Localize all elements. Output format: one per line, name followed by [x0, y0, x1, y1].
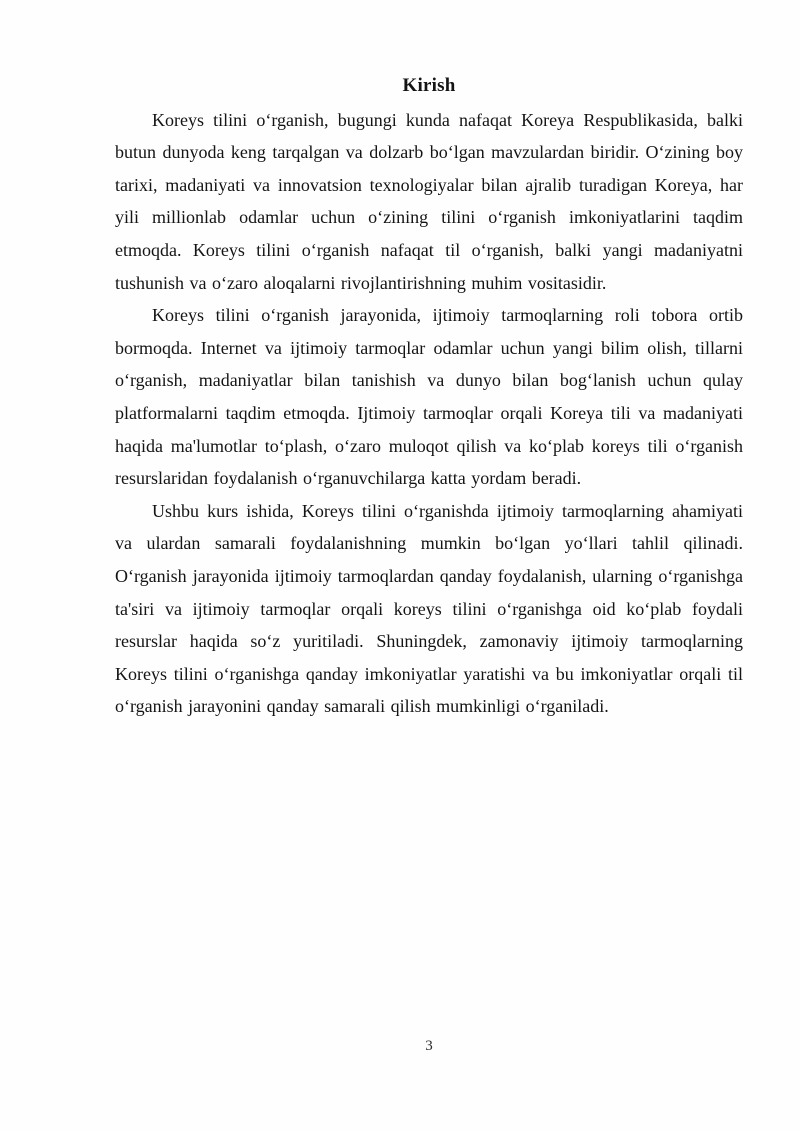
- document-body: [115, 70, 743, 723]
- paragraph-2: Koreys tilini o‘rganish jarayonida, ijtimoiy tarmoqlarning roli tobora ortib bormoqda. Internet va ijtimoiy tarmoqlar odamlar uchun yangi bilim olish, tillarni o‘rganish, madaniyatlar bilan tanishish va dunyo bilan bog‘lanish uchun qulay platformalarni taqdim etmoqda. Ijtimoiy tarmoqlar orqali Koreya tili va madaniyati haqida ma'lumotlar to‘plash, o‘zaro muloqot qilish va ko‘plab koreys tili o‘rganish resurslaridan foydalanish o‘rganuvchilarga katta yordam beradi.: [115, 305, 743, 489]
- page-number: 3: [425, 1038, 433, 1054]
- paragraph-3: Ushbu kurs ishida, Koreys tilini o‘rganishda ijtimoiy tarmoqlarning ahamiyati va ulardan samarali foydalanishning mumkin bo‘lgan yo‘llari tahlil qilinadi. O‘rganish jarayonida ijtimoiy tarmoqlardan qanday foydalanish, ularning o‘rganishga ta'siri va ijtimoiy tarmoqlar orqali koreys tilini o‘rganishga oid ko‘plab foydali resurslar haqida so‘z yuritiladi. Shuningdek, zamonaviy ijtimoiy tarmoqlarning Koreys tilini o‘rganishga qanday imkoniyatlar yaratishi va bu imkoniyatlar orqali til o‘rganish jarayonini qanday samarali qilish mumkinligi o‘rganiladi.: [115, 500, 743, 717]
- page-title: Kirish: [402, 75, 456, 96]
- paragraph-1: Koreys tilini o‘rganish, bugungi kunda nafaqat Koreya Respublikasida, balki butun dunyoda keng tarqalgan va dolzarb bo‘lgan mavzulardan biridir. O‘zining boy tarixi, madaniyati va innovatsion texnologiyalar bilan ajralib turadigan Koreya, har yili millionlab odamlar uchun o‘zining tilini o‘rganish imkoniyatlarini taqdim etmoqda. Koreys tilini o‘rganish nafaqat til o‘rganish, balki yangi madaniyatni tushunish va o‘zaro aloqalarni rivojlantirishning muhim vositasidir.: [115, 109, 743, 293]
